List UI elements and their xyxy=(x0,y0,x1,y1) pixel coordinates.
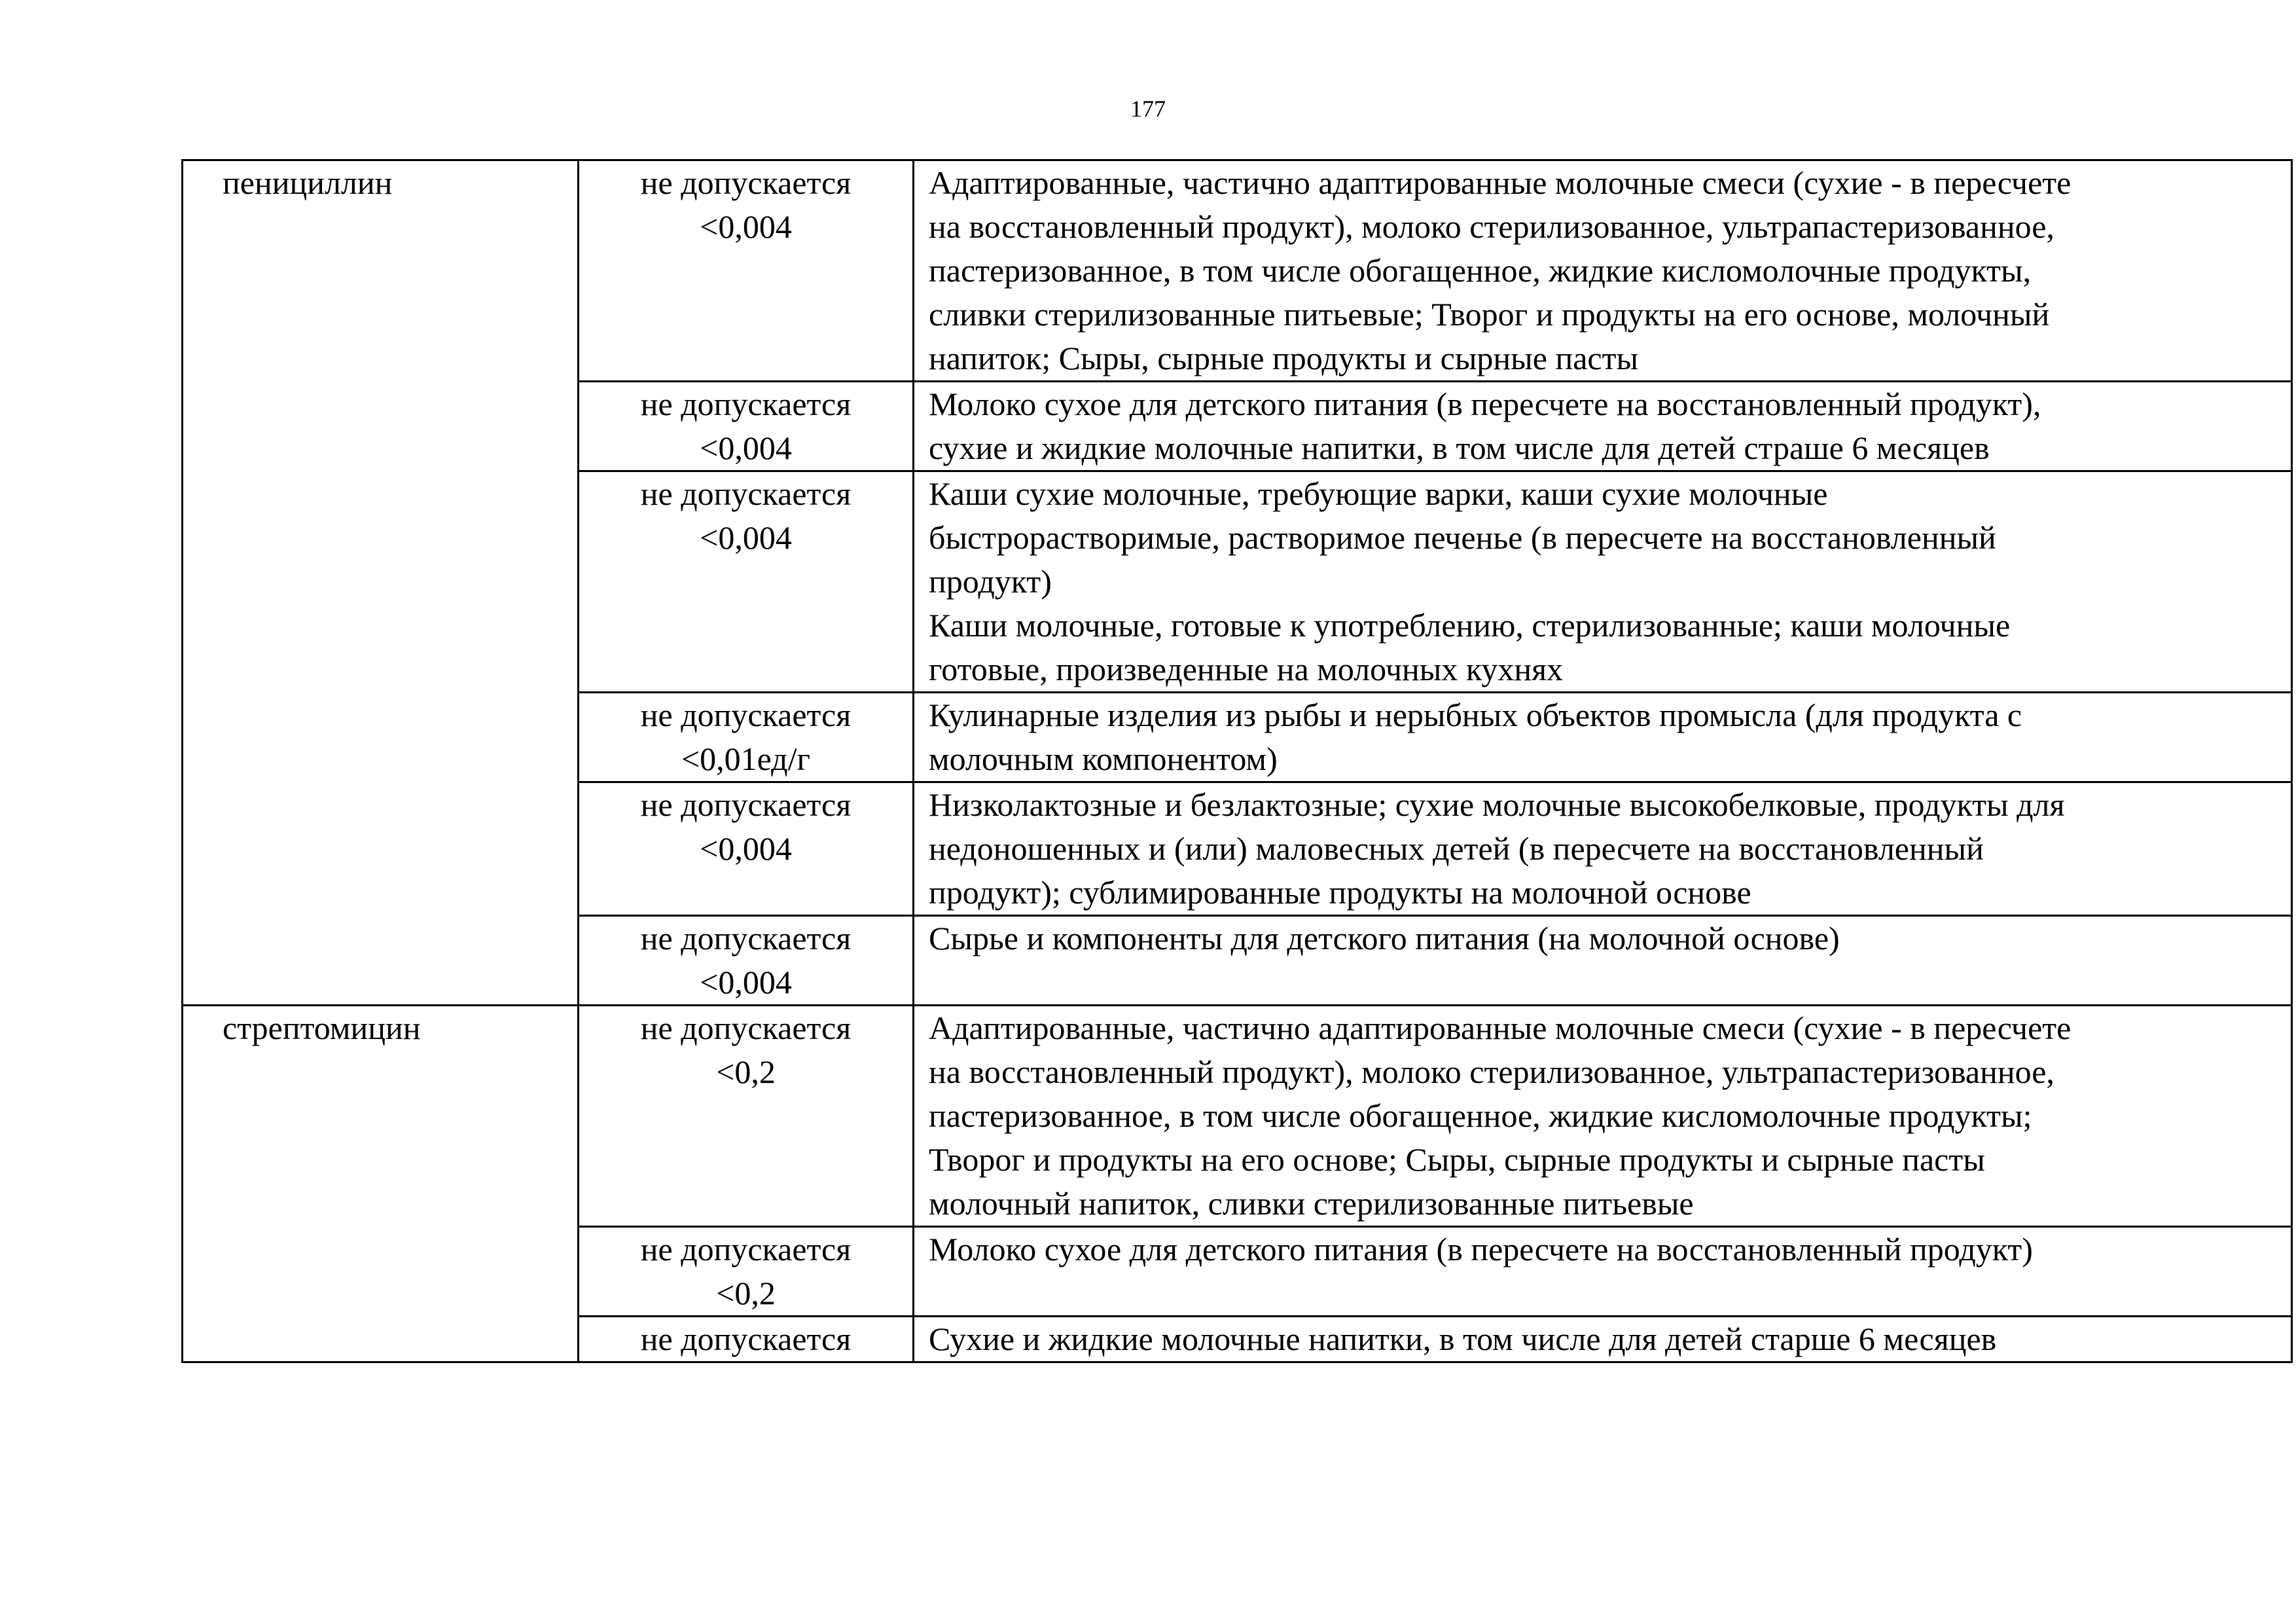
limit-cell xyxy=(579,1317,914,1362)
limit-cell xyxy=(579,693,914,782)
limit-text: не допускается xyxy=(640,164,852,201)
product-line: Творог и продукты на его основе; Сыры, сырные продукты и сырные пасты xyxy=(929,1141,1985,1178)
product-line: Сухие и жидкие молочные напитки, в том числе для детей старше 6 месяцев xyxy=(929,1321,1997,1357)
product-line: молочный напиток, сливки стерилизованные питьевые xyxy=(929,1185,1694,1222)
products-cell xyxy=(914,471,2292,693)
limit-value: <0,004 xyxy=(700,429,792,466)
limit-cell xyxy=(579,160,914,382)
limit-cell xyxy=(579,1006,914,1227)
product-line: Кулинарные изделия из рыбы и нерыбных объектов промысла (для продукта с xyxy=(929,697,2022,733)
limit-value: <0,004 xyxy=(700,519,792,556)
table-row xyxy=(183,1006,2292,1227)
products-cell xyxy=(914,160,2292,382)
product-line: продукт) xyxy=(929,563,1052,600)
product-line: Сырье и компоненты для детского питания (на молочной основе) xyxy=(929,920,1840,957)
substance-cell xyxy=(183,1006,579,1362)
product-line: Молоко сухое для детского питания (в пересчете на восстановленный продукт), xyxy=(929,386,2041,422)
product-line: Молоко сухое для детского питания (в пересчете на восстановленный продукт) xyxy=(929,1231,2033,1267)
limit-value: <0,004 xyxy=(700,208,792,245)
product-line: на восстановленный продукт), молоко стерилизованное, ультрапастеризованное, xyxy=(929,208,2054,245)
product-line: пастеризованное, в том числе обогащенное, жидкие кисломолочные продукты, xyxy=(929,252,2032,289)
limit-value: <0,2 xyxy=(716,1275,776,1311)
limit-cell xyxy=(579,782,914,916)
limit-text: не допускается xyxy=(640,386,852,422)
page-number: 177 xyxy=(1130,96,1166,122)
limit-text: не допускается xyxy=(640,1010,852,1046)
products-cell xyxy=(914,382,2292,471)
products-cell xyxy=(914,693,2292,782)
limit-text: не допускается xyxy=(640,1231,852,1267)
product-line: Каши молочные, готовые к употреблению, стерилизованные; каши молочные xyxy=(929,607,2011,644)
product-line: сухие и жидкие молочные напитки, в том числе для детей страше 6 месяцев xyxy=(929,429,1990,466)
product-line: Адаптированные, частично адаптированные молочные смеси (сухие - в пересчете xyxy=(929,164,2072,201)
limit-value: <0,004 xyxy=(700,830,792,867)
product-line: Адаптированные, частично адаптированные молочные смеси (сухие - в пересчете xyxy=(929,1010,2072,1046)
product-line: Каши сухие молочные, требующие варки, каши сухие молочные xyxy=(929,475,1828,512)
substance-name: пенициллин xyxy=(223,164,393,201)
limit-cell xyxy=(579,916,914,1006)
products-cell xyxy=(914,1006,2292,1227)
limit-text: не допускается xyxy=(640,697,852,733)
products-cell xyxy=(914,1317,2292,1362)
products-cell xyxy=(914,782,2292,916)
limit-value: <0,004 xyxy=(700,964,792,1000)
product-line: быстрорастворимые, растворимое печенье (в пересчете на восстановленный xyxy=(929,519,1996,556)
limit-cell xyxy=(579,1227,914,1317)
product-line: на восстановленный продукт), молоко стерилизованное, ультрапастеризованное, xyxy=(929,1053,2054,1090)
limit-value: <0,2 xyxy=(716,1053,776,1090)
products-cell xyxy=(914,1227,2292,1317)
product-line: недоношенных и (или) маловесных детей (в пересчете на восстановленный xyxy=(929,830,1984,867)
product-line: Низколактозные и безлактозные; сухие молочные высокобелковые, продукты для xyxy=(929,786,2065,823)
table-row xyxy=(183,160,2292,382)
limit-text: не допускается xyxy=(640,920,852,957)
limit-value: <0,01ед/г xyxy=(681,740,811,777)
product-line: сливки стерилизованные питьевые; Творог и продукты на его основе, молочный xyxy=(929,296,2050,333)
limit-text: не допускается xyxy=(640,1321,852,1357)
product-line: напиток; Сыры, сырные продукты и сырные пасты xyxy=(929,340,1639,376)
product-line: продукт); сублимированные продукты на молочной основе xyxy=(929,874,1751,911)
limit-text: не допускается xyxy=(640,475,852,512)
products-cell xyxy=(914,916,2292,1006)
requirements-table xyxy=(181,159,2293,1363)
table-body xyxy=(183,160,2292,1362)
substance-cell xyxy=(183,160,579,1006)
product-line: готовые, произведенные на молочных кухнях xyxy=(929,651,1564,687)
substance-name: стрептомицин xyxy=(223,1010,421,1046)
limit-text: не допускается xyxy=(640,786,852,823)
product-line: пастеризованное, в том числе обогащенное, жидкие кисломолочные продукты; xyxy=(929,1097,2032,1134)
product-line: молочным компонентом) xyxy=(929,740,1278,777)
limit-cell xyxy=(579,471,914,693)
limit-cell xyxy=(579,382,914,471)
